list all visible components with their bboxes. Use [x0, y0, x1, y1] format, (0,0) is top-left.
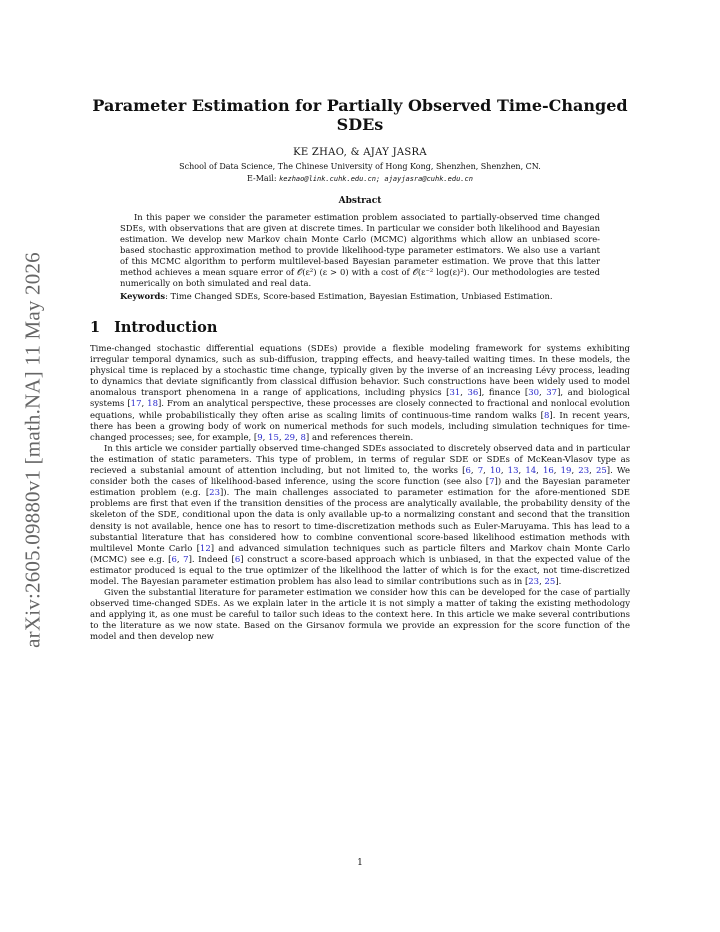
text-run: ,: [176, 554, 184, 565]
text-run: ,: [141, 399, 148, 410]
citation-link[interactable]: 37: [546, 388, 558, 399]
citation-link[interactable]: 12: [199, 543, 211, 554]
section-title: Introduction: [114, 319, 218, 336]
email-addresses: kezhao@link.cuhk.edu.cn; ajayjasra@cuhk.edu.cn: [279, 175, 473, 183]
text-run: ] and references therein.: [305, 432, 414, 443]
text-run: ]) and the Bayesian parameter estimation problem (e.g. [: [90, 477, 630, 499]
citation-link[interactable]: 31: [449, 388, 461, 399]
citation-link[interactable]: 6: [234, 554, 241, 565]
paragraph-1: [90, 344, 630, 444]
citation-link[interactable]: 17: [130, 399, 142, 410]
text-run: ], finance [: [478, 388, 529, 399]
citation-link[interactable]: 25: [544, 576, 556, 587]
text-run: ,: [536, 466, 543, 477]
citation-link[interactable]: 13: [507, 466, 519, 477]
text-run: ]. From an analytical perspective, these processes are closely connected to fractional and nonlocal evolution equations, while probabilistically they often arise as scaling limits of continuous-time random walks [: [90, 399, 630, 421]
citation-link[interactable]: 15: [268, 432, 279, 443]
author-list: KE ZHAO, & AJAY JASRA: [293, 147, 427, 158]
arxiv-identifier-stamp: [18, 240, 48, 660]
citation-link[interactable]: 9: [257, 432, 263, 443]
text-run: ,: [553, 466, 561, 477]
page-number: 1: [357, 858, 363, 868]
text-run: ,: [278, 432, 285, 443]
text-run: ]. We consider both the cases of likelihood-based inference, using the score function (see also [: [90, 466, 630, 488]
introduction-body: [90, 344, 630, 644]
text-run: ,: [262, 432, 269, 443]
text-run: ]. In recent years, there has been a growing body of work on numerical methods for such models, including simulation techniques for time-changed processes; see, for example, [: [90, 410, 630, 443]
abstract: [120, 212, 600, 289]
citation-link[interactable]: 6: [171, 554, 177, 565]
citation-link[interactable]: 36: [467, 388, 479, 399]
citation-link[interactable]: 7: [477, 466, 484, 477]
text-run: ,: [571, 466, 579, 477]
citation-link[interactable]: 30: [528, 388, 540, 399]
citation-link[interactable]: 23: [209, 488, 220, 499]
text-run: ,: [470, 466, 478, 477]
text-run: In this article we consider partially observed time-changed SDEs associated to discretely observed data and in particular the estimation of static parameters. This type of problem, in terms of regular SDE or SDEs of McKean-Vlasov type as recieved a substanial amount of attention including, but not limited to, the works [: [90, 443, 630, 477]
paragraph-3: Given the substantial literature for parameter estimation we consider how this can be developed for the case of partially observed time-changed SDEs. As we explain later in the article it is not simply a matter of taking the existing methodology and applying it, as one must be careful to tailor such ideas to the context here. In this article we make several contributions to the literature as we now state. Based on the Girsanov formula we provide an expression for the score function of the model and then develop new: [90, 588, 630, 643]
citation-link[interactable]: 7: [183, 554, 189, 565]
text-run: ,: [539, 388, 547, 399]
affiliation: School of Data Science, The Chinese University of Hong Kong, Shenzhen, Shenzhen, CN.: [179, 162, 541, 171]
citation-link[interactable]: 29: [284, 432, 296, 443]
citation-link[interactable]: 25: [595, 466, 607, 477]
citation-link[interactable]: 7: [489, 477, 495, 488]
section-number: 1: [90, 319, 101, 336]
citation-link[interactable]: 23: [528, 576, 540, 587]
text-run: ,: [295, 432, 301, 443]
citation-link[interactable]: 8: [300, 432, 306, 443]
citation-link[interactable]: 6: [465, 466, 471, 477]
arxiv-stamp-text: arXiv:2605.09880v1 [math.NA] 11 May 2026: [20, 252, 45, 648]
citation-link[interactable]: 23: [578, 466, 590, 477]
text-run: ].: [555, 576, 562, 587]
citation-link[interactable]: 14: [525, 466, 537, 477]
keywords: [120, 291, 600, 302]
text-run: ] construct a score-based approach which is unbiased, in that the expected value of the estimator produced is equal to the true optimizer of the likelihood the latter of which is for the exact, not time-discretized model. The Bayesian parameter estimation problem has also lead to similar contributions such as in [: [90, 554, 630, 587]
keywords-text: : Time Changed SDEs, Score-based Estimation, Bayesian Estimation, Unbiased Estimation.: [165, 291, 553, 301]
paragraph-2: [90, 444, 630, 588]
paper-title: Parameter Estimation for Partially Observed Time-Changed SDEs: [92, 96, 628, 134]
text-run: ,: [589, 466, 596, 477]
text-run: ,: [460, 388, 468, 399]
text-run: ]). The main challenges associated to parameter estimation for the afore-mentioned SDE problems are first that even if the transition densities of the process are analytically available, the probability density of the skeleton of the SDE, conditional upon the data is only available up-to a normalizing constant and second that the transition density is not available, hence one has to resort to time-discretization methods such as Euler-Maruyama. This has lead to a substantial literature that has considered how to combine conventional score-based likelihood estimation methods with multilevel Monte Carlo [: [90, 488, 630, 554]
email-line: [90, 174, 630, 183]
text-run: ] and advanced simulation techniques such as particle filters and Markov chain Monte Carlo (MCMC) see e.g. [: [90, 543, 630, 565]
text-run: ], and biological systems [: [90, 388, 630, 410]
text-run: ,: [483, 466, 490, 477]
citation-link[interactable]: 18: [147, 399, 158, 410]
citation-link[interactable]: 19: [560, 466, 572, 477]
citation-link[interactable]: 16: [542, 466, 554, 477]
abstract-heading: Abstract: [338, 196, 382, 206]
email-label: E-Mail:: [247, 174, 277, 183]
section-heading-introduction: [90, 319, 630, 336]
citation-link[interactable]: 8: [543, 410, 550, 421]
text-run: ,: [500, 466, 508, 477]
text-run: Time-changed stochastic differential equations (SDEs) provide a flexible modeling framework for systems exhibiting irregular temporal dynamics, such as sub-diffusion, trapping effects, and heavy-tailed waiting times. In these models, the physical time is replaced by a stochastic time change, typically given by the inverse of an increasing Lévy process, leading to dynamics that deviate significantly from classical diffusion behavior. Such constructions have been widely used to model anomalous transport phenomena in a range of applications, including physics [: [90, 344, 630, 399]
citation-link[interactable]: 10: [490, 466, 501, 477]
text-run: ,: [518, 466, 526, 477]
paper-page: [90, 96, 630, 644]
keywords-label: Keywords: [120, 291, 166, 301]
text-run: ,: [539, 576, 545, 587]
abstract-text: In this paper we consider the parameter estimation problem associated to partially-observed time changed SDEs, with observations that are given at discrete times. In particular we consider both likelihood and Bayesian estimation. We develop new Markov chain Monte Carlo (MCMC) algorithms which allow an unbiased score-based stochastic approximation method to provide likelihood-type parameter estimators. We also use a variant of this MCMC algorithm to perform multilevel-based Bayesian parameter estimation. We prove that this latter method achieves a mean square error of 𝒪(ε²) (ε > 0) with a cost of 𝒪(ε⁻² log(ε)²). Our methodologies are tested numerically on both simulated and real data.: [120, 212, 600, 288]
text-run: ]. Indeed [: [188, 554, 235, 565]
